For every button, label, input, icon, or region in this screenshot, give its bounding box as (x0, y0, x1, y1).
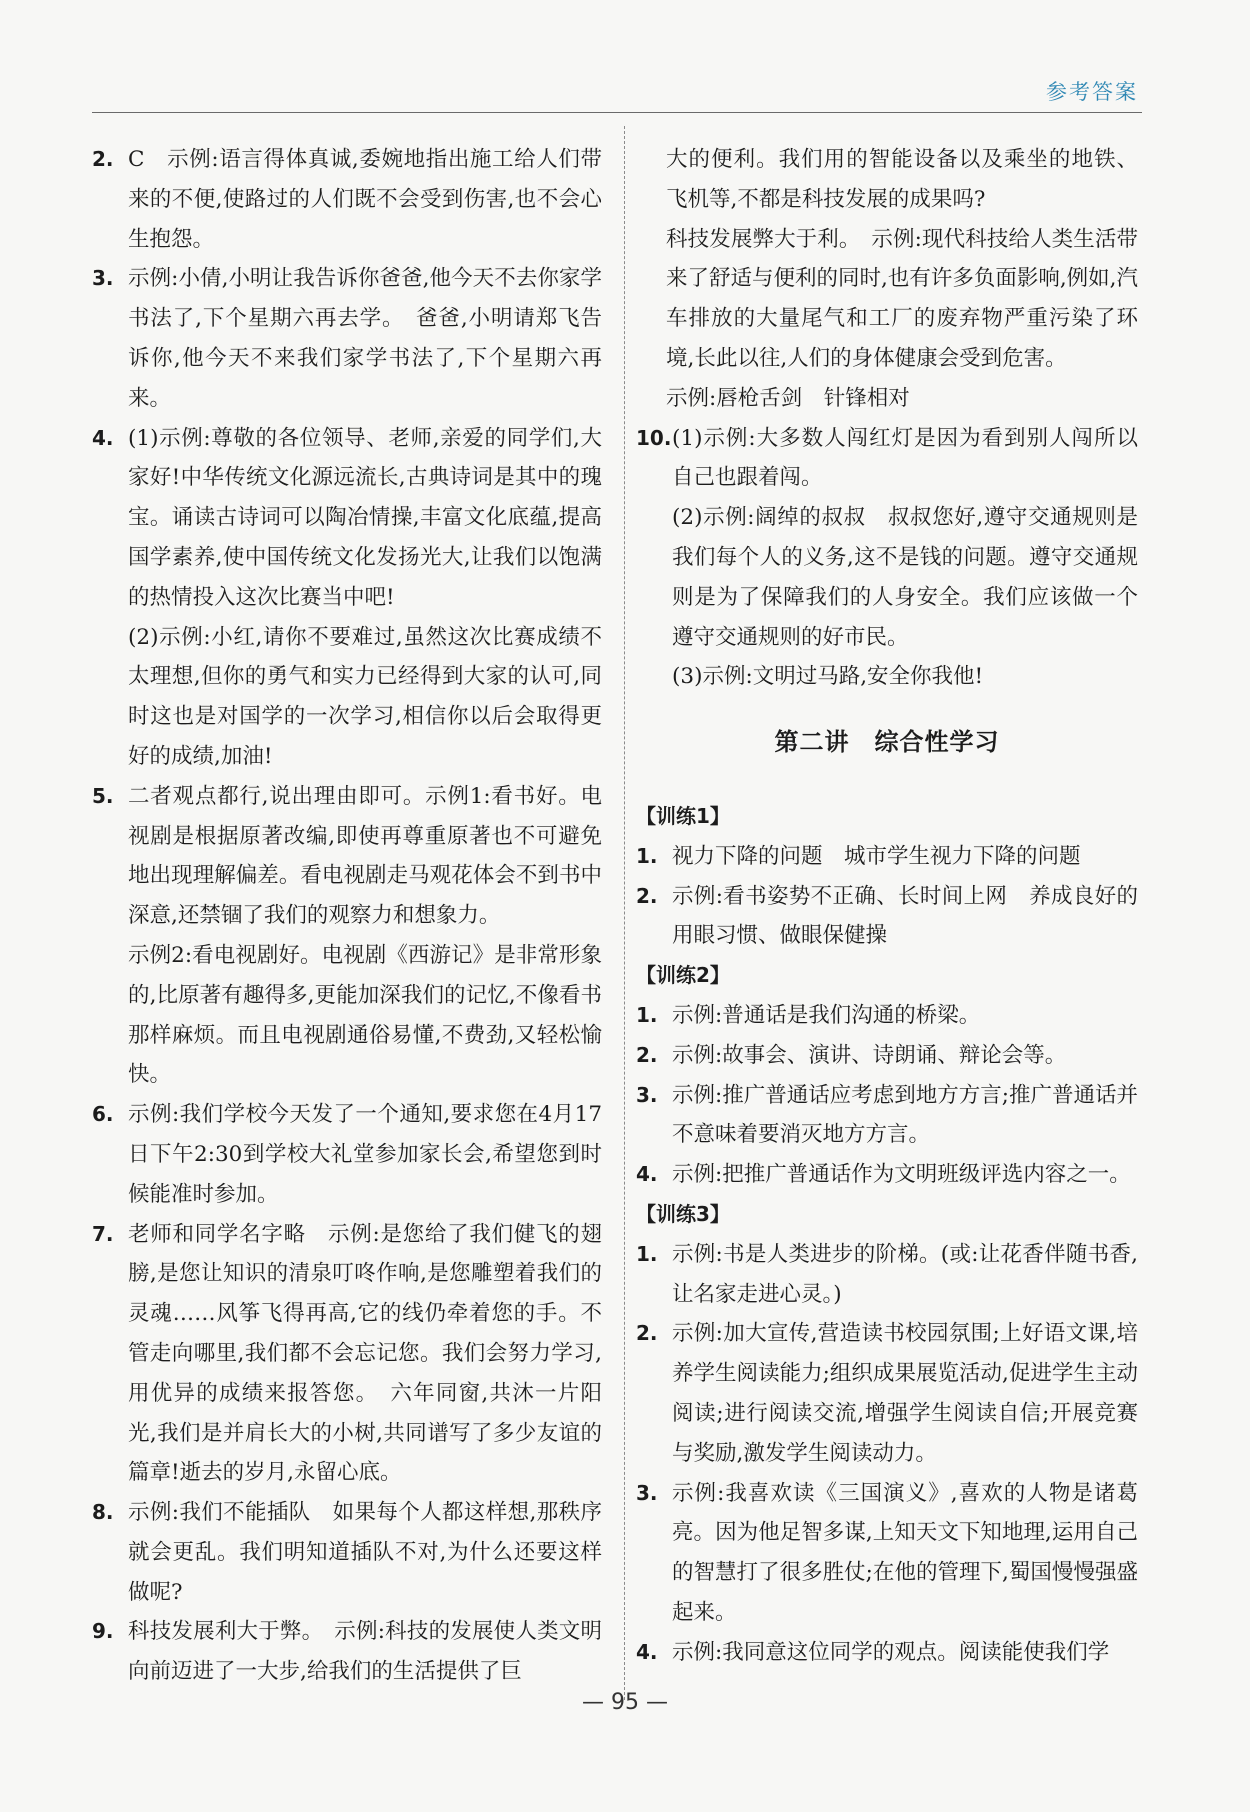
item-number: 4. (92, 425, 114, 450)
answer-item-9 (92, 1612, 602, 1692)
item-text: 示例:看书姿势不正确、长时间上网 养成良好的用眼习惯、做眼保健操 (672, 883, 1138, 949)
continuation-text: 科技发展弊大于利。 示例:现代科技给人类生活带来了舒适与便利的同时,也有许多负面影响,例如,汽车排放的大量尾气和工厂的废弃物严重污染了环境,长此以往,人们的身体健康会受到危害。 (666, 226, 1139, 371)
answer-item-10 (636, 419, 1138, 698)
item-part: 二者观点都行,说出理由即可。示例1:看书好。电视剧是根据原著改编,即使再尊重原著也不可避免地出现理解偏差。看电视剧走马观花体会不到书中深意,还禁锢了我们的观察力和想象力。 (128, 783, 602, 929)
continuation-text: 大的便利。我们用的智能设备以及乘坐的地铁、飞机等,不都是科技发展的成果吗? (666, 147, 1138, 212)
item-part: (1)示例:尊敬的各位领导、老师,亲爱的同学们,大家好!中华传统文化源远流长,古典诗词是其中的瑰宝。诵读古诗词可以陶冶情操,丰富文化底蕴,提高国学素养,使中国传统文化发扬光大,让我们以饱满的热情投入这次比赛当中吧! (128, 425, 602, 610)
group-heading: 【训练3】 (636, 1201, 730, 1226)
training-item (636, 877, 1138, 957)
training-item (636, 996, 1138, 1036)
item-number: 3. (92, 266, 114, 291)
item-text: 示例:加大宣传,营造读书校园氛围;上好语文课,培养学生阅读能力;组织成果展览活动,促进学生主动阅读;进行阅读交流,增强学生阅读自信;开展竞赛与奖励,激发学生阅读动力。 (672, 1321, 1138, 1466)
item-number: 4. (636, 1639, 658, 1664)
item-number: 2. (636, 1042, 658, 1067)
answer-item-5 (92, 777, 602, 1095)
item-number: 2. (92, 147, 114, 171)
item-text: 示例:书是人类进步的阶梯。(或:让花香伴随书香,让名家走进心灵。) (672, 1241, 1138, 1307)
answer-item-8 (92, 1493, 602, 1612)
item-text: 示例:普通话是我们沟通的桥梁。 (672, 1002, 981, 1028)
answer-item-3 (92, 259, 602, 418)
training-item (636, 1474, 1138, 1633)
item-number: 3. (636, 1480, 658, 1505)
continuation-text: 示例:唇枪舌剑 针锋相对 (666, 385, 910, 411)
header-rule (92, 112, 1142, 113)
header-label: 参考答案 (1046, 80, 1138, 104)
answer-item-7 (92, 1215, 602, 1494)
item-number: 6. (92, 1102, 114, 1127)
item-text: 示例:我同意这位同学的观点。阅读能使我们学 (672, 1639, 1110, 1665)
training-item (636, 1235, 1138, 1315)
group-heading: 【训练2】 (636, 963, 730, 988)
training-item (636, 1155, 1138, 1195)
training-item (636, 1314, 1138, 1473)
item-number: 2. (636, 1321, 658, 1346)
training-item (636, 837, 1138, 877)
item-part: (2)示例:阔绰的叔叔 叔叔您好,遵守交通规则是我们每个人的义务,这不是钱的问题。遵守交通规则是为了保障我们的人身安全。我们应该做一个遵守交通规则的好市民。 (672, 505, 1138, 650)
item-part: (3)示例:文明过马路,安全你我他! (672, 664, 984, 690)
answer-item-4 (92, 419, 602, 777)
training-group-3 (636, 1195, 1138, 1673)
item-text: 视力下降的问题 城市学生视力下降的问题 (672, 843, 1081, 869)
item-text: 示例:我们学校今天发了一个通知,要求您在4月17日下午2:30到学校大礼堂参加家长会,希望您到时候能准时参加。 (128, 1102, 602, 1207)
group-heading: 【训练1】 (636, 803, 730, 828)
answer-item-2 (92, 140, 602, 259)
item-text: 示例:推广普通话应考虑到地方方言;推广普通话并不意味着要消灭地方方言。 (672, 1082, 1138, 1148)
item-text: 示例:我喜欢读《三国演义》,喜欢的人物是诸葛亮。因为他足智多谋,上知天文下知地理,运用自己的智慧打了很多胜仗;在他的管理下,蜀国慢慢强盛起来。 (672, 1480, 1138, 1625)
item-number: 5. (92, 783, 114, 808)
training-group-1 (636, 797, 1138, 956)
training-item (636, 1633, 1138, 1673)
item-text: 示例:故事会、演讲、诗朗诵、辩论会等。 (672, 1042, 1067, 1068)
item-text: C 示例:语言得体真诚,委婉地指出施工给人们带来的不便,使路过的人们既不会受到伤害,也不会心生抱怨。 (128, 147, 602, 252)
item-number: 7. (92, 1221, 114, 1246)
item-text: 老师和同学名字略 示例:是您给了我们健飞的翅膀,是您让知识的清泉叮咚作响,是您雕塑着我们的灵魂……风筝飞得再高,它的线仍牵着您的手。不管走向哪里,我们都不会忘记您。我们会努力学习,用优异的成绩来报答您。 六年同窗,共沐一片阳光,我们是并肩长大的小树,共同谱写了多少友谊的篇章!逝去的岁月,永留心底。 (128, 1221, 602, 1486)
item-number: 4. (636, 1162, 658, 1187)
item-text: 示例:我们不能插队 如果每个人都这样想,那秩序就会更乱。我们明知道插队不对,为什么还要这样做呢? (128, 1500, 602, 1605)
item-part: (2)示例:小红,请你不要难过,虽然这次比赛成绩不太理想,但你的勇气和实力已经得到大家的认可,同时这也是对国学的一次学习,相信你以后会取得更好的成绩,加油! (128, 624, 602, 769)
training-item (636, 1036, 1138, 1076)
answer-item-6 (92, 1095, 602, 1214)
item-number: 1. (636, 843, 658, 868)
item-number: 3. (636, 1082, 658, 1107)
column-divider (624, 126, 625, 1700)
item-number: 9. (92, 1619, 114, 1644)
item-part: (1)示例:大多数人闯红灯是因为看到别人闯所以自己也跟着闯。 (672, 425, 1138, 491)
item-number: 8. (92, 1500, 114, 1525)
item-number: 10. (636, 425, 672, 450)
left-column (92, 140, 602, 1692)
item-text: 示例:把推广普通话作为文明班级评选内容之一。 (672, 1162, 1131, 1188)
training-group-2 (636, 956, 1138, 1195)
item-number: 1. (636, 1002, 658, 1027)
item-text: 科技发展利大于弊。 示例:科技的发展使人类文明向前迈进了一大步,给我们的生活提供了巨 (128, 1619, 602, 1685)
page-number: — 95 — (582, 1690, 668, 1715)
right-column (636, 140, 1138, 1672)
item-text: 示例:小倩,小明让我告诉你爸爸,他今天不去你家学书法了,下个星期六再去学。 爸爸,小明请郑飞告诉你,他今天不来我们家学书法了,下个星期六再来。 (128, 266, 602, 411)
section-title: 第二讲 综合性学习 (774, 728, 1000, 757)
item-number: 2. (636, 883, 658, 908)
item-number: 1. (636, 1241, 658, 1266)
training-item (636, 1076, 1138, 1156)
item-part: 示例2:看电视剧好。电视剧《西游记》是非常形象的,比原著有趣得多,更能加深我们的记忆,不像看书那样麻烦。而且电视剧通俗易懂,不费劲,又轻松愉快。 (128, 942, 602, 1088)
